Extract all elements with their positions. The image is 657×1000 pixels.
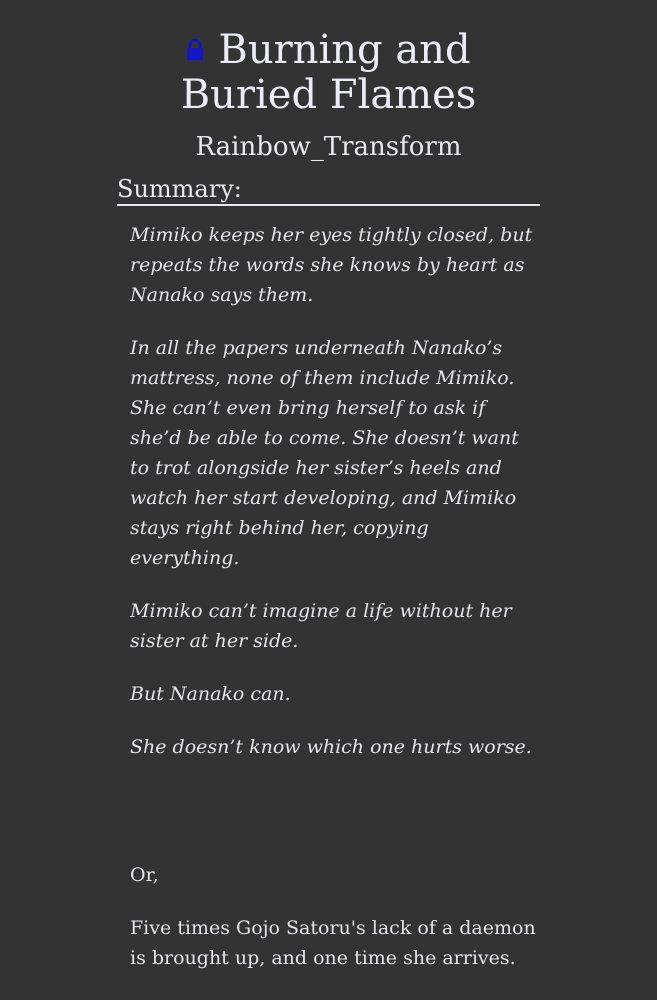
summary-paragraph: Mimiko can’t imagine a life without her sister at her side. xyxy=(130,600,512,652)
work-title-line-2: Buried Flames xyxy=(180,72,477,118)
summary-spacer xyxy=(130,785,540,860)
summary-paragraph: She doesn’t know which one hurts worse. xyxy=(130,736,532,758)
lock-icon xyxy=(186,26,204,48)
summary-paragraph: Mimiko keeps her eyes tightly closed, but repeats the words she knows by heart as Nanako says them. xyxy=(130,224,533,306)
summary-paragraph: In all the papers underneath Nanako’s mattress, none of them include Mimiko. She can’t even bring herself to ask if she’d be able to come. She doesn’t want to trot alongside her sister’s heels and watch her start developing, and Mimiko stays right behind her, copying everything. xyxy=(130,337,519,569)
summary-paragraph: Or, xyxy=(130,864,159,886)
summary-paragraph: Five times Gojo Satoru's lack of a daemon is brought up, and one time she arrives. xyxy=(130,917,536,969)
work-title[interactable] xyxy=(0,26,657,118)
summary-paragraph: But Nanako can. xyxy=(130,683,291,705)
author-name[interactable]: Rainbow_Transform xyxy=(195,132,462,162)
work-title-block xyxy=(0,26,657,118)
summary-body xyxy=(130,220,540,996)
summary-heading: Summary: xyxy=(117,174,540,206)
work-title-line-1: Burning and xyxy=(218,27,471,73)
